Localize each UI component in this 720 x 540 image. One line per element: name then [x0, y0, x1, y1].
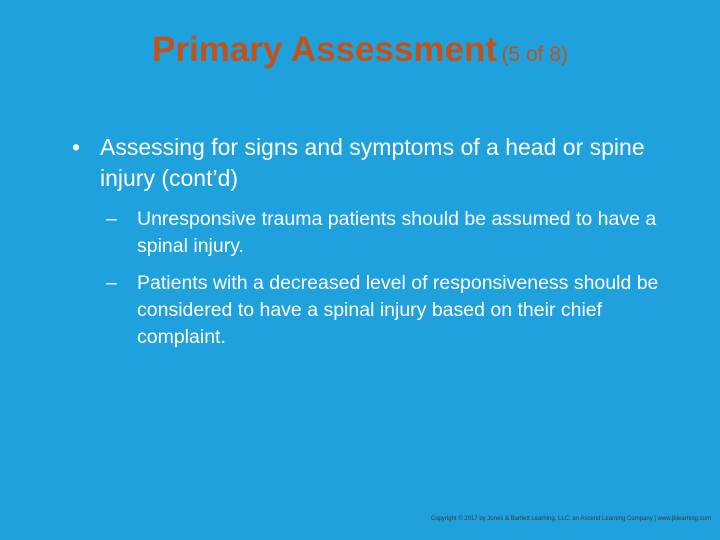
bullet-marker: •	[72, 134, 81, 160]
title-main: Primary Assessment	[152, 30, 498, 69]
bullet-text: Assessing for signs and symptoms of a head or spine injury (cont’d)	[100, 134, 645, 191]
subbullet-item	[106, 206, 672, 260]
subbullet-text: Patients with a decreased level of responsiveness should be considered to have a spinal injury based on their chief complaint.	[137, 272, 659, 348]
subbullet-marker: –	[106, 208, 117, 230]
slide-title	[0, 30, 720, 70]
title-page-indicator: (5 of 8)	[501, 43, 568, 66]
subbullet-list	[72, 206, 672, 351]
subbullet-marker: –	[106, 272, 117, 294]
bullet-item	[72, 132, 672, 194]
copyright-footer: Copyright © 2017 by Jones & Bartlett Learning, LLC, an Ascend Learning Company | www.jblearning.com	[430, 516, 711, 522]
subbullet-text: Unresponsive trauma patients should be assumed to have a spinal injury.	[137, 208, 657, 257]
slide-body	[72, 132, 672, 361]
subbullet-item	[106, 270, 672, 351]
